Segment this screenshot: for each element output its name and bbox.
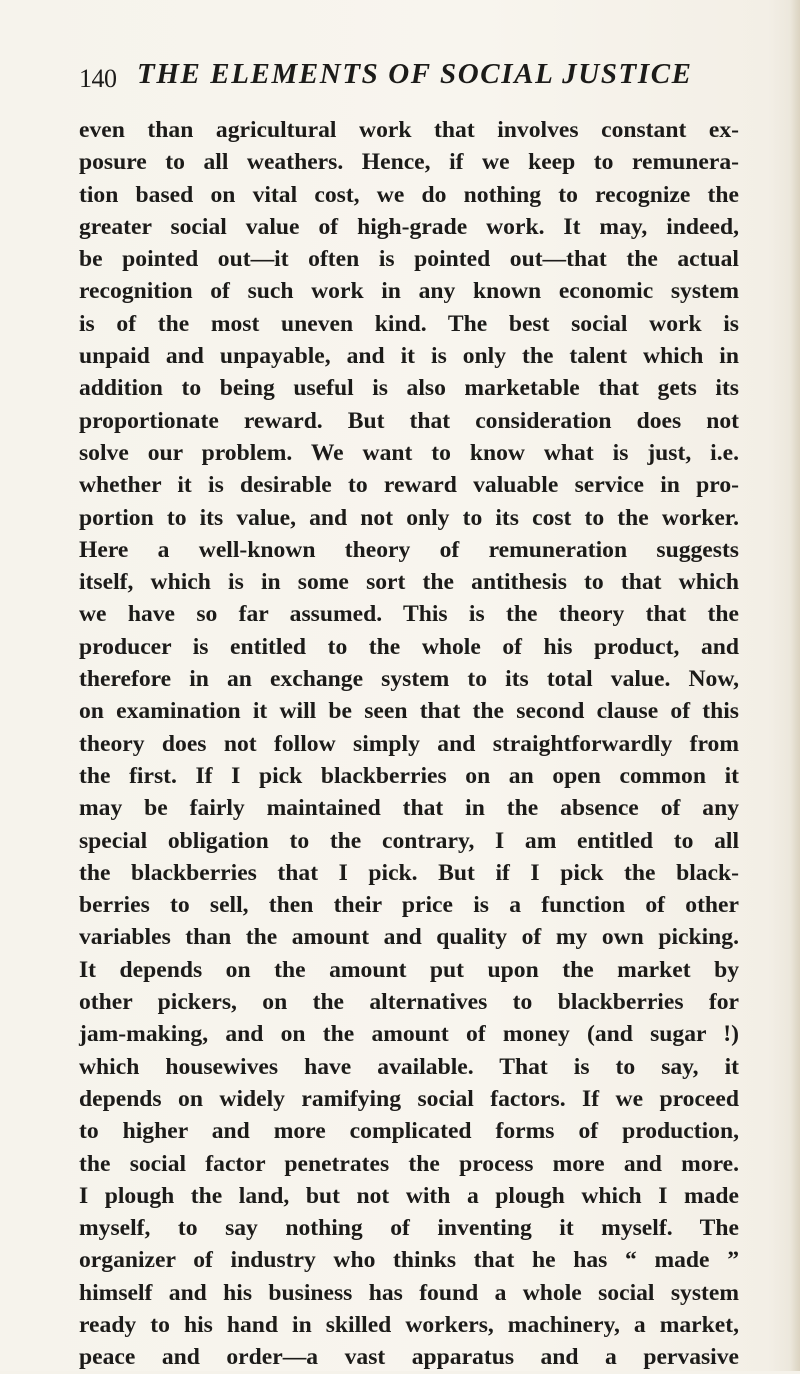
text-line: unpaid and unpayable, and it is only the talent which in [79, 343, 739, 370]
text-line: itself, which is in some sort the antithesis to that which [79, 569, 739, 596]
text-line: even than agricultural work that involves constant ex- [79, 117, 739, 143]
text-line: greater social value of high-grade work. It may, indeed, [79, 213, 739, 240]
text-line: whether it is desirable to reward valuable service in pro- [79, 472, 739, 499]
text-line: I plough the land, but not with a plough which I made [79, 1182, 739, 1209]
book-title: THE ELEMENTS OF SOCIAL JUSTICE [137, 58, 693, 90]
text-line: which housewives have available. That is to say, it [79, 1053, 739, 1080]
text-line: on examination it will be seen that the second clause of this [79, 698, 739, 725]
text-line: peace and order—a vast apparatus and a pervasive [79, 1344, 739, 1371]
text-line: be pointed out—it often is pointed out—that the actual [79, 246, 739, 273]
text-line: himself and his business has found a whole social system [79, 1279, 739, 1306]
text-line: jam-making, and on the amount of money (and sugar !) [79, 1021, 739, 1048]
text-line: may be fairly maintained that in the absence of any [79, 795, 739, 822]
text-line: depends on widely ramifying social factors. If we proceed [79, 1085, 739, 1112]
text-line: It depends on the amount put upon the market by [79, 956, 739, 983]
page-number: 140 [79, 64, 117, 93]
text-line: the social factor penetrates the process more and more. [79, 1150, 739, 1177]
text-line: organizer of industry who thinks that he has “ made ” [79, 1247, 739, 1274]
text-line: producer is entitled to the whole of his product, and [79, 633, 739, 660]
text-line: posure to all weathers. Hence, if we keep to remunera- [79, 149, 739, 176]
text-line: is of the most uneven kind. The best social work is [79, 310, 739, 337]
text-line: addition to being useful is also marketable that gets its [79, 375, 739, 402]
text-line: Here a well-known theory of remuneration suggests [79, 536, 739, 563]
page-edge-shading [790, 0, 800, 1371]
running-header [79, 58, 729, 98]
text-line: variables than the amount and quality of my own picking. [79, 924, 739, 951]
text-line: to higher and more complicated forms of production, [79, 1118, 739, 1145]
text-line: myself, to say nothing of inventing it myself. The [79, 1215, 739, 1242]
text-line: theory does not follow simply and straightforwardly from [79, 730, 739, 757]
text-line: recognition of such work in any known economic system [79, 278, 739, 305]
text-line: other pickers, on the alternatives to blackberries for [79, 989, 739, 1016]
body-text [79, 114, 739, 1374]
text-line: therefore in an exchange system to its total value. Now, [79, 666, 739, 693]
text-line: tion based on vital cost, we do nothing to recognize the [79, 181, 739, 208]
text-line: solve our problem. We want to know what is just, i.e. [79, 439, 739, 466]
text-line: the blackberries that I pick. But if I pick the black- [79, 859, 739, 886]
text-line: ready to his hand in skilled workers, machinery, a market, [79, 1311, 739, 1338]
text-line: portion to its value, and not only to its cost to the worker. [79, 504, 739, 531]
text-line: we have so far assumed. This is the theory that the [79, 601, 739, 628]
text-line: proportionate reward. But that consideration does not [79, 407, 739, 434]
text-line: berries to sell, then their price is a function of other [79, 892, 739, 919]
text-line: special obligation to the contrary, I am entitled to all [79, 827, 739, 854]
text-line: the first. If I pick blackberries on an open common it [79, 762, 739, 789]
